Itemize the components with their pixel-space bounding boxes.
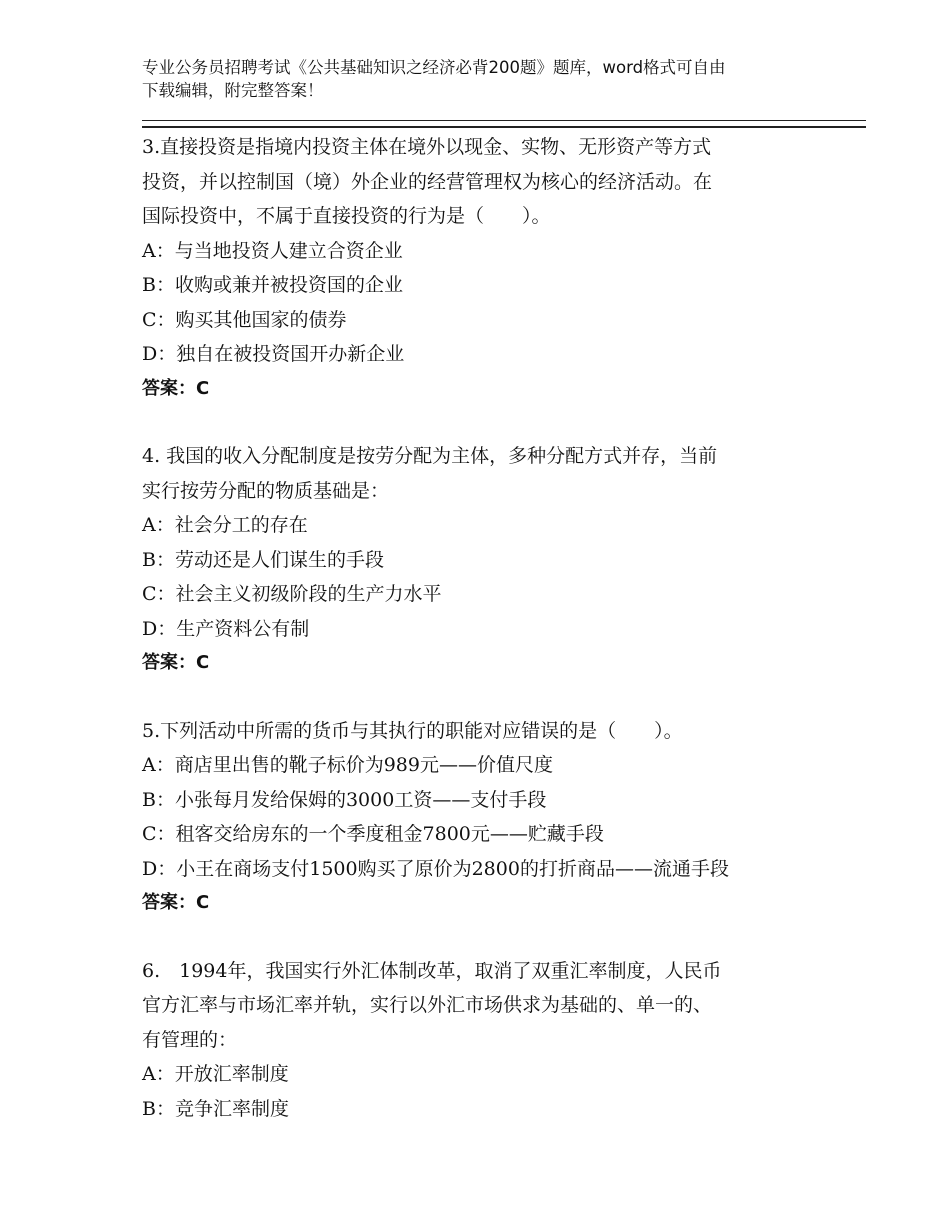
page-header [142, 56, 822, 102]
question-6 [142, 954, 842, 1127]
option-d: D：生产资料公有制 [142, 617, 310, 640]
document-body [142, 130, 842, 1159]
option-a: A：社会分工的存在 [142, 514, 308, 536]
option-b: B：小张每月发给保姆的3000工资——支付手段 [142, 788, 547, 811]
question-text-line: 实行按劳分配的物质基础是： [142, 479, 390, 502]
header-line-1: 专业公务员招聘考试《公共基础知识之经济必背200题》题库，word格式可自由 [142, 58, 726, 77]
option-a: A：商店里出售的靴子标价为989元——价值尺度 [142, 754, 553, 776]
option-d: D：小王在商场支付1500购买了原价为2800的打折商品——流通手段 [142, 857, 729, 880]
option-c: C：购买其他国家的债券 [142, 308, 347, 331]
option-b: B：竞争汇率制度 [142, 1097, 289, 1120]
option-d: D：独自在被投资国开办新企业 [142, 343, 405, 365]
answer-label: 答案：C [142, 892, 210, 913]
option-c: C：社会主义初级阶段的生产力水平 [142, 583, 442, 605]
question-text-line: 4. 我国的收入分配制度是按劳分配为主体，多种分配方式并存，当前 [142, 445, 718, 467]
answer-label: 答案：C [142, 377, 210, 399]
question-3 [142, 130, 842, 406]
question-text-line: 国际投资中，不属于直接投资的行为是（ ）。 [142, 205, 551, 227]
question-text-line: 投资，并以控制国（境）外企业的经营管理权为核心的经济活动。在 [142, 170, 713, 193]
question-5 [142, 714, 842, 921]
header-line-2: 下载编辑，附完整答案！ [142, 81, 324, 100]
question-text-line: 官方汇率与市场汇率并轨，实行以外汇市场供求为基础的、单一的、 [142, 994, 713, 1016]
question-text-line: 有管理的： [142, 1028, 238, 1051]
question-text-line: 6. 1994年，我国实行外汇体制改革，取消了双重汇率制度，人民币 [142, 959, 722, 982]
option-c: C：租客交给房东的一个季度租金7800元——贮藏手段 [142, 823, 604, 845]
option-b: B：劳动还是人们谋生的手段 [142, 548, 384, 571]
option-b: B：收购或兼并被投资国的企业 [142, 274, 403, 296]
answer-label: 答案：C [142, 652, 210, 673]
question-text-line: 5.下列活动中所需的货币与其执行的职能对应错误的是（ ）。 [142, 719, 683, 742]
option-a: A：开放汇率制度 [142, 1063, 289, 1085]
header-divider [142, 120, 866, 128]
question-text-line: 3.直接投资是指境内投资主体在境外以现金、实物、无形资产等方式 [142, 136, 712, 158]
question-4 [142, 439, 842, 681]
option-a: A：与当地投资人建立合资企业 [142, 239, 403, 262]
